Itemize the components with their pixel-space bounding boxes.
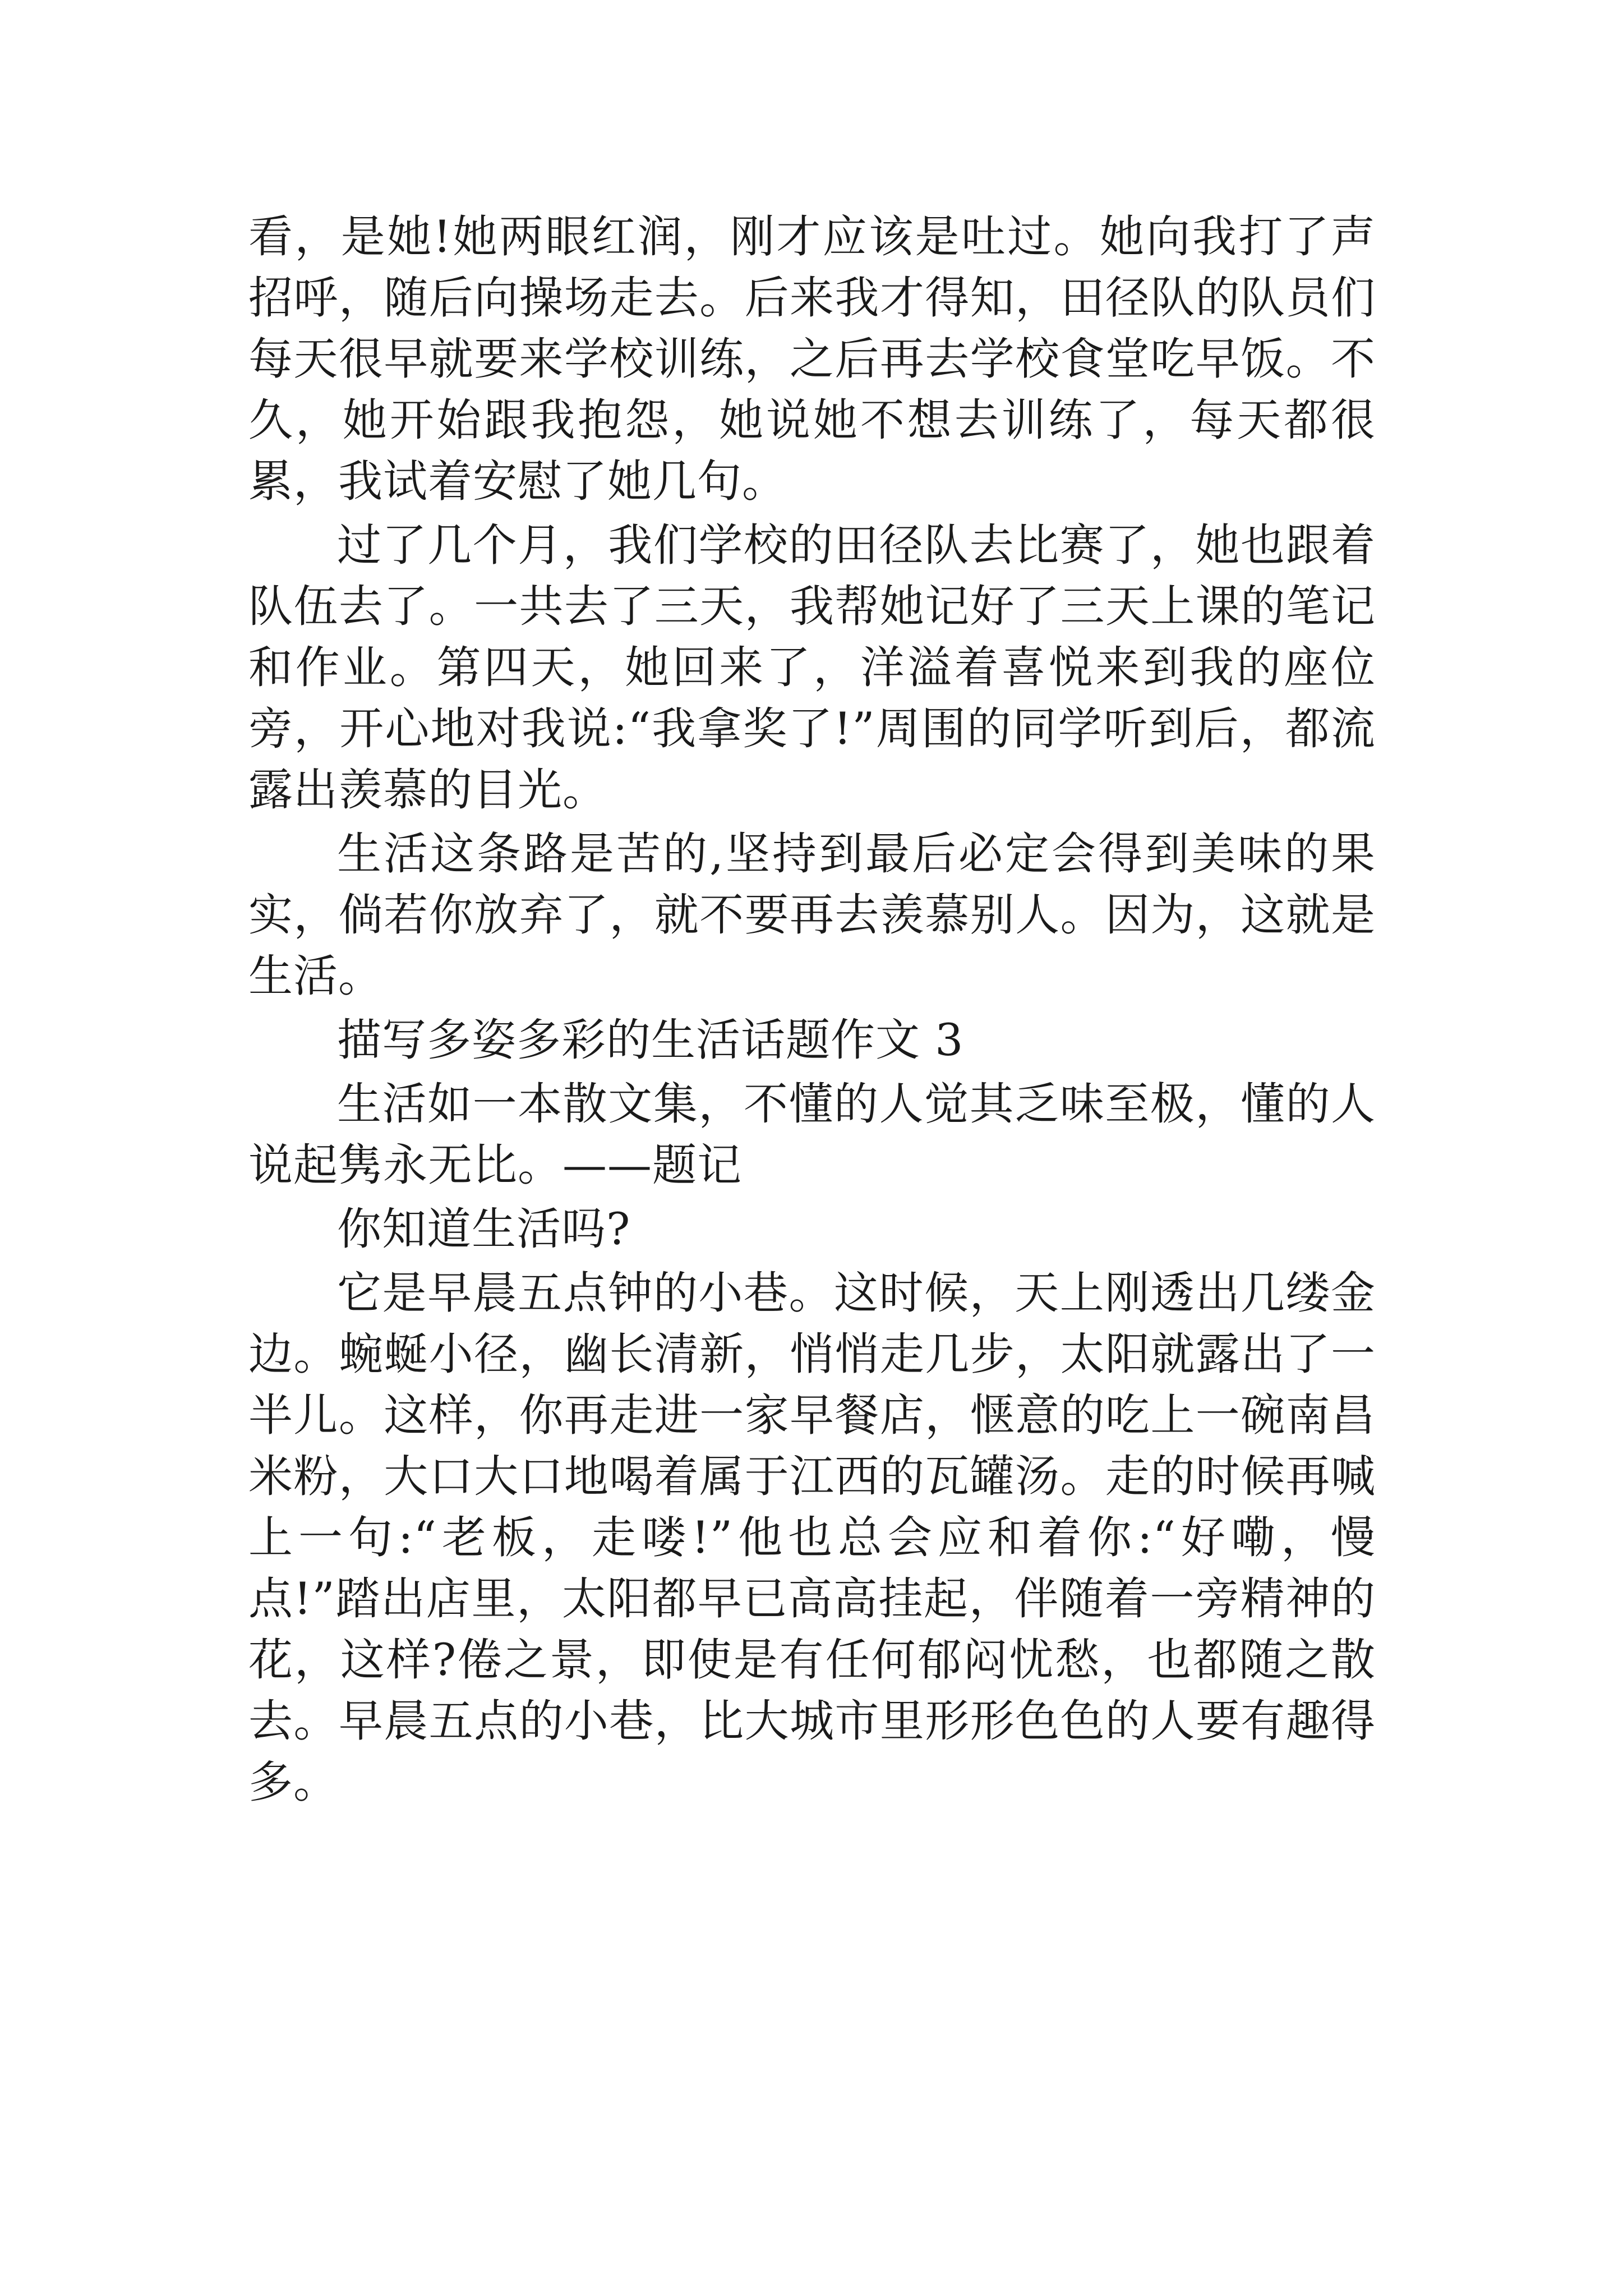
paragraph-question: 你知道生活吗? (337, 1203, 631, 1255)
paragraph-continued: 看，是她!她两眼红润，刚才应该是吐过。她向我打了声招呼，随后向操场走去。后来我才得知，田径队的队员们每天很早就要来学校训练，之后再去学校食堂吃早饭。不久，她开始跟我抱怨，她说她不想去训练了，每天都很累，我试着安慰了她几句。 (248, 211, 1376, 507)
section-heading: 描写多姿多彩的生活话题作文 3 (337, 1014, 964, 1066)
document-body (248, 206, 1376, 1816)
paragraph-epigraph: 生活如一本散文集，不懂的人觉其乏味至极，懂的人说起隽永无比。——题记 (248, 1078, 1376, 1191)
paragraph: 生活这条路是苦的,坚持到最后必定会得到美味的果实，倘若你放弃了，就不要再去羡慕别人。因为，这就是生活。 (248, 828, 1376, 1002)
paragraph: 过了几个月，我们学校的田径队去比赛了，她也跟着队伍去了。一共去了三天，我帮她记好了三天上课的笔记和作业。第四天，她回来了，洋溢着喜悦来到我的座位旁，开心地对我说:“我拿奖了!”周围的同学听到后，都流露出羡慕的目光。 (248, 519, 1376, 816)
paragraph: 它是早晨五点钟的小巷。这时候，天上刚透出几缕金边。蜿蜒小径，幽长清新，悄悄走几步，太阳就露出了一半儿。这样，你再走进一家早餐店，惬意的吃上一碗南昌米粉，大口大口地喝着属于江西的瓦罐汤。走的时候再喊上一句:“老板，走喽!”他也总会应和着你:“好嘞，慢点!”踏出店里，太阳都早已高高挂起，伴随着一旁精神的花，这样?倦之景，即使是有任何郁闷忧愁，也都随之散去。早晨五点的小巷，比大城市里形形色色的人要有趣得多。 (248, 1267, 1376, 1808)
